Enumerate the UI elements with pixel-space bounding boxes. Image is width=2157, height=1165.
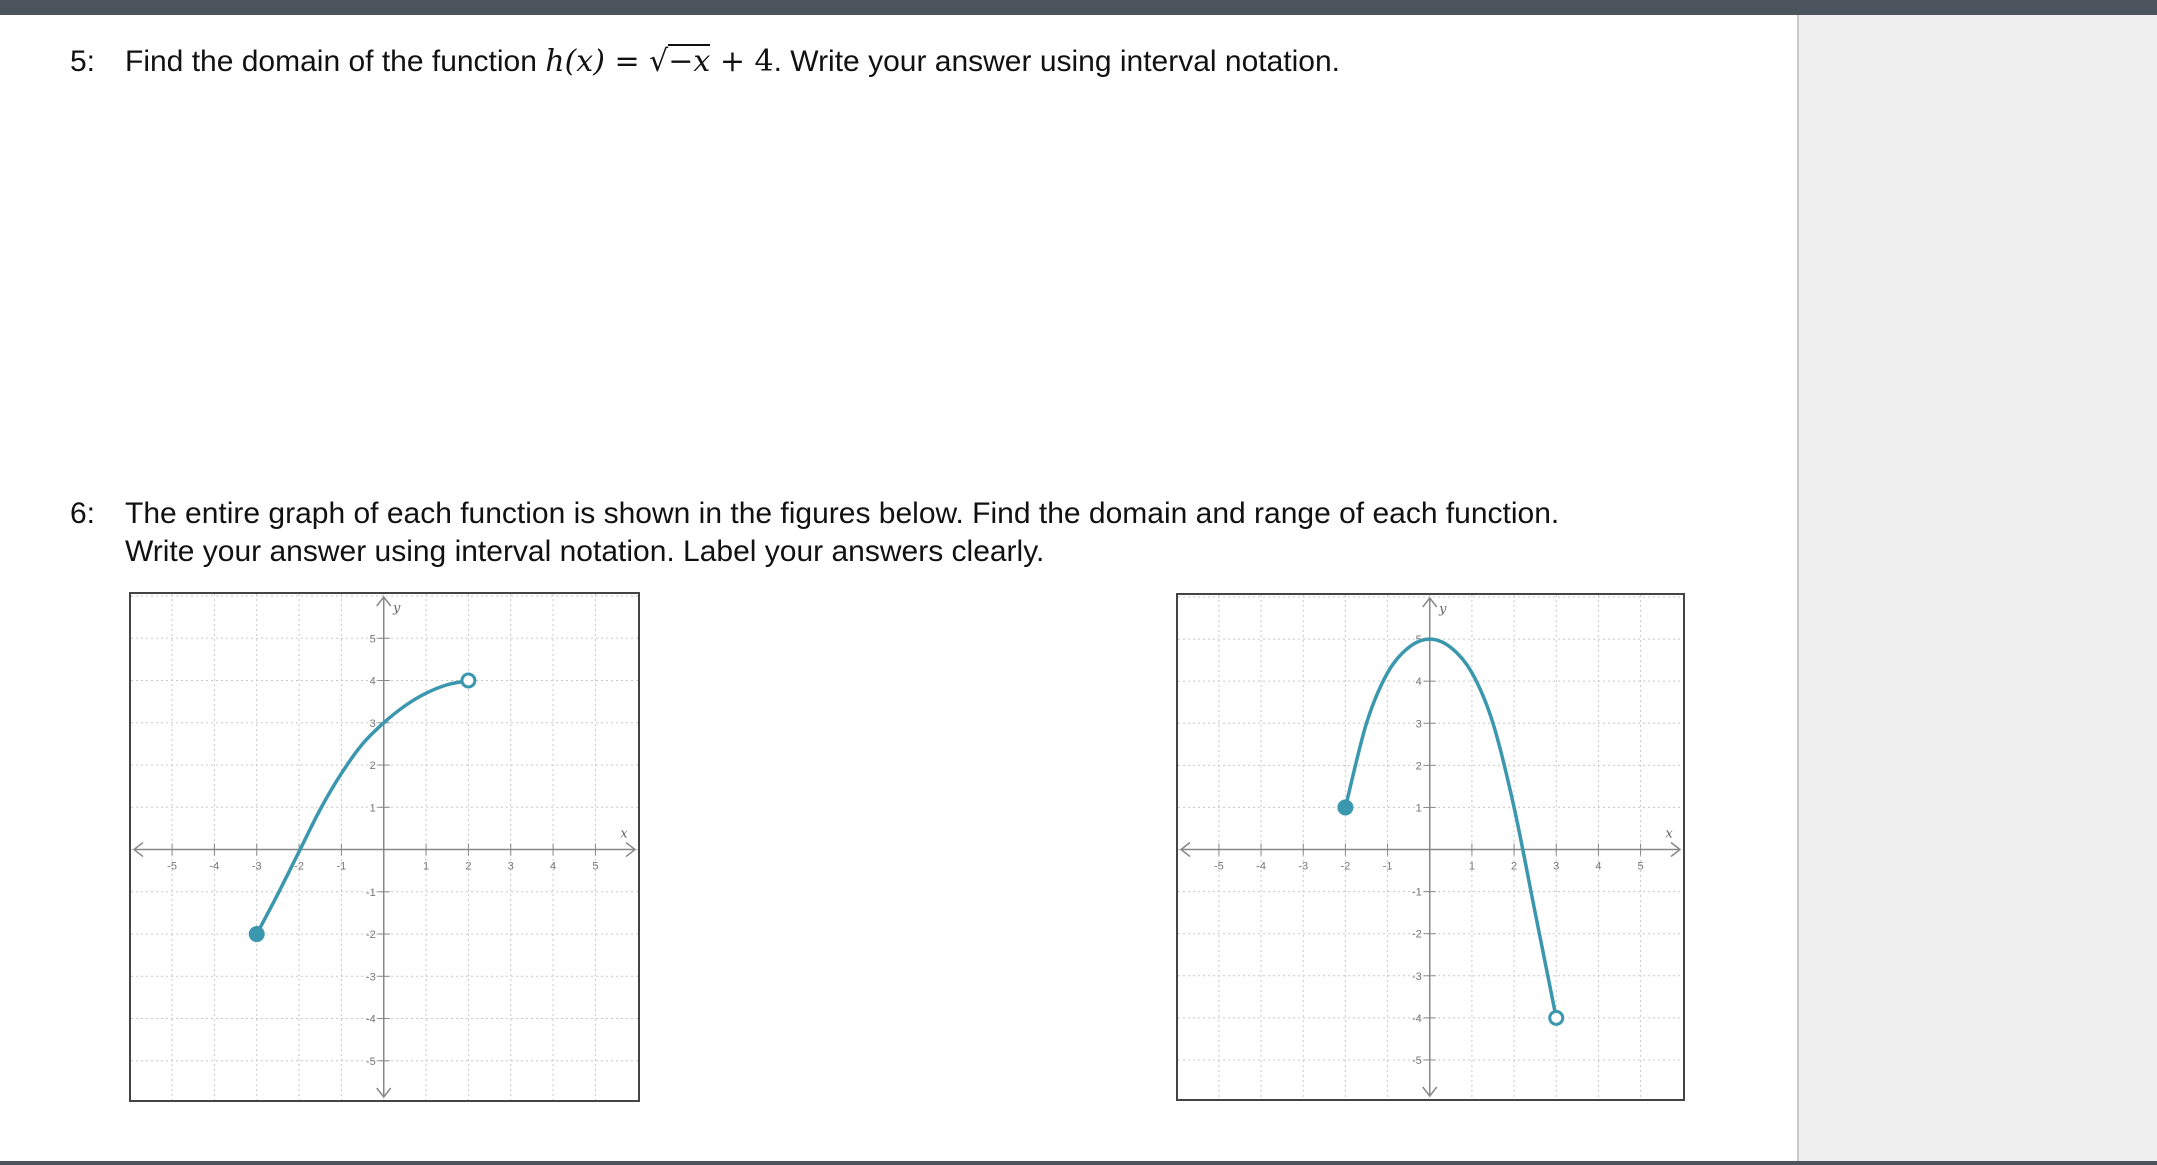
graph-right-svg (1178, 595, 1683, 1099)
x-tick-label: -5 (167, 860, 177, 873)
graph-left-svg (131, 594, 638, 1100)
x-tick-label: 2 (1511, 860, 1518, 873)
y-tick-label: -3 (1411, 970, 1422, 983)
x-tick-label: -1 (1382, 860, 1393, 873)
y-tick-label: -5 (365, 1055, 376, 1068)
question-number: 6: (70, 497, 96, 530)
graph-left (129, 592, 640, 1102)
y-axis-label: y (1439, 602, 1447, 617)
x-tick-label: -4 (209, 860, 220, 873)
square-root (649, 43, 710, 81)
x-tick-label: -1 (336, 860, 347, 873)
radicand: −x (668, 44, 711, 79)
question-5 (70, 43, 1770, 83)
q5-text-after: . Write your answer using interval notation. (773, 45, 1341, 78)
open-endpoint (462, 674, 475, 687)
graph-right (1176, 593, 1685, 1101)
y-tick-label: 4 (1415, 676, 1422, 689)
y-tick-label: -2 (365, 929, 376, 942)
x-tick-label: 1 (423, 860, 430, 873)
x-tick-label: 1 (1468, 860, 1475, 873)
bottom-border (0, 1161, 2157, 1165)
y-tick-label: 4 (369, 675, 376, 688)
question-number: 5: (70, 45, 96, 78)
x-tick-label: -2 (1340, 860, 1351, 873)
function-name: h(x) (545, 44, 605, 79)
x-tick-label: -3 (1298, 860, 1309, 873)
y-tick-label: 3 (1415, 718, 1422, 731)
x-tick-label: 2 (465, 860, 472, 873)
plus-four: + 4 (710, 44, 774, 79)
x-axis-label: x (620, 826, 628, 842)
side-panel (1797, 15, 2157, 1162)
x-tick-label: -4 (1256, 860, 1266, 873)
x-tick-label: 4 (550, 860, 557, 873)
y-tick-label: -2 (1411, 928, 1422, 941)
q5-text-before: Find the domain of the function (125, 45, 546, 78)
question-text (125, 43, 1340, 81)
y-tick-label: 5 (369, 633, 376, 646)
y-tick-label: -4 (365, 1013, 376, 1026)
x-tick-label: -2 (294, 860, 304, 873)
equals-sign: = (604, 44, 650, 79)
y-tick-label: -1 (365, 886, 376, 899)
question-6 (70, 495, 1770, 575)
x-tick-label: 5 (592, 860, 599, 873)
y-tick-label: 2 (1415, 760, 1422, 773)
radical-sign: √ (649, 44, 669, 79)
y-tick-label: -3 (365, 971, 376, 984)
y-axis-label: y (393, 601, 401, 616)
y-tick-label: 2 (369, 760, 376, 773)
question-text-line-1: The entire graph of each function is shown in the figures below. Find the domain and range of each function. (125, 497, 1560, 530)
worksheet-content (0, 15, 1795, 1162)
y-tick-label: -4 (1411, 1012, 1422, 1025)
question-text-line-2: Write your answer using interval notation. Label your answers clearly. (125, 535, 1045, 568)
y-tick-label: -5 (1411, 1054, 1422, 1067)
y-tick-label: 1 (369, 802, 376, 815)
x-tick-label: 3 (1553, 860, 1560, 873)
x-tick-label: 3 (507, 860, 514, 873)
y-tick-label: 5 (1415, 634, 1422, 647)
top-bar (0, 0, 2157, 15)
open-endpoint (1550, 1011, 1563, 1024)
closed-endpoint (250, 928, 263, 941)
y-tick-label: -1 (1411, 886, 1422, 899)
x-tick-label: -5 (1214, 860, 1224, 873)
y-tick-label: 3 (369, 717, 376, 730)
function-curve (1345, 639, 1556, 1018)
closed-endpoint (1339, 801, 1352, 814)
x-axis-label: x (1665, 826, 1673, 842)
x-tick-label: -3 (251, 860, 262, 873)
y-tick-label: 1 (1415, 802, 1422, 815)
x-tick-label: 4 (1595, 860, 1602, 873)
x-tick-label: 5 (1637, 860, 1644, 873)
